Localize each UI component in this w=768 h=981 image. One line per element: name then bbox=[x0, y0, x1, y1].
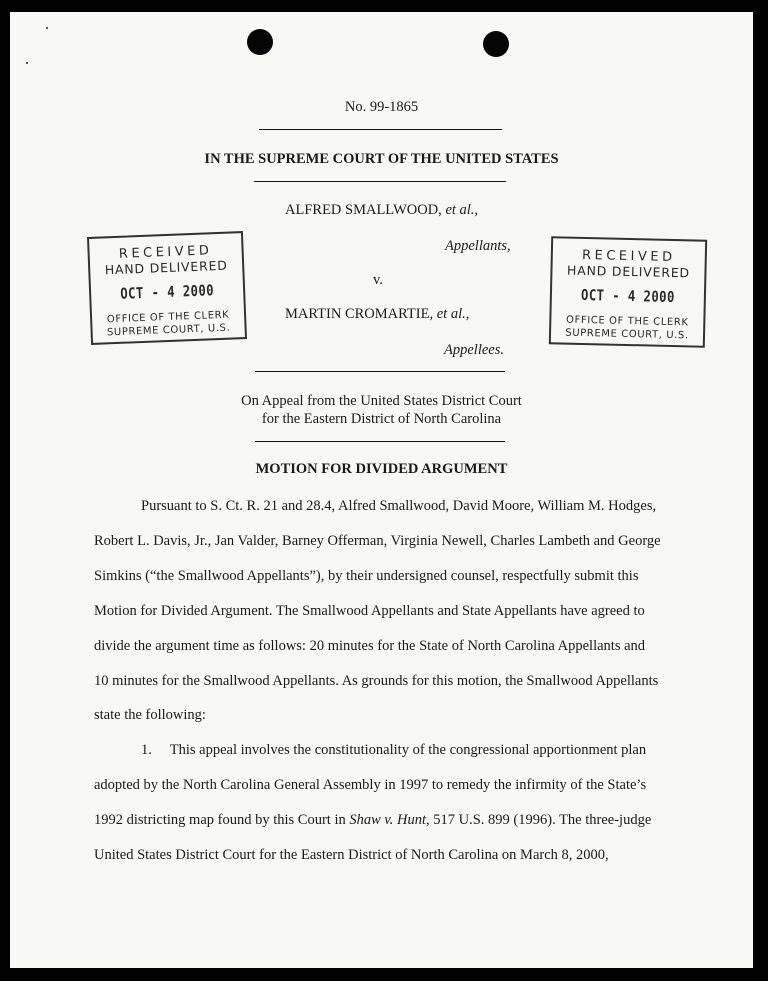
stamp-delivery-text: HAND DELIVERED bbox=[104, 257, 228, 278]
stamp-delivery-text: HAND DELIVERED bbox=[566, 262, 691, 281]
stamp-office: OFFICE OF THE CLERK bbox=[565, 314, 689, 329]
point-1-line: 1992 districting map found by this Court in Shaw v. Hunt, 517 U.S. 899 (1996). The three-judge bbox=[94, 812, 652, 828]
rule-top bbox=[259, 129, 502, 130]
point-1-line: adopted by the North Carolina General Assembly in 1997 to remedy the infirmity of the State’s bbox=[94, 777, 647, 793]
received-stamp-right bbox=[549, 236, 707, 348]
point-1-line: 1. This appeal involves the constitutionality of the congressional apportionment plan bbox=[141, 742, 647, 758]
versus: v. bbox=[373, 272, 383, 288]
motion-title: MOTION FOR DIVIDED ARGUMENT bbox=[255, 461, 508, 477]
appeal-from-line1: On Appeal from the United States District Court bbox=[241, 393, 522, 409]
scan-speck bbox=[46, 27, 48, 29]
body-line: 10 minutes for the Smallwood Appellants. As grounds for this motion, the Smallwood Appellants bbox=[94, 673, 659, 689]
stamp-court: SUPREME COURT, U.S. bbox=[565, 327, 689, 342]
stamp-received-text: RECEIVED bbox=[118, 243, 213, 262]
rule-court bbox=[254, 181, 506, 182]
stamp-date: OCT - 4 2000 bbox=[580, 285, 675, 307]
appellee-name: MARTIN CROMARTIE, et al., bbox=[285, 306, 470, 322]
punch-hole-left bbox=[247, 29, 273, 55]
appellants-label: Appellants, bbox=[445, 238, 511, 254]
appeal-from-line2: for the Eastern District of North Carolina bbox=[261, 411, 502, 427]
received-stamp-left bbox=[87, 231, 247, 345]
body-line: Simkins (“the Smallwood Appellants”), by their undersigned counsel, respectfully submit this bbox=[94, 568, 639, 584]
punch-hole-right bbox=[483, 31, 509, 57]
rule-parties bbox=[255, 371, 505, 372]
body-line: divide the argument time as follows: 20 minutes for the State of North Carolina Appellants and bbox=[94, 638, 646, 654]
stamp-court: SUPREME COURT, U.S. bbox=[106, 322, 231, 339]
case-citation: Shaw v. Hunt bbox=[349, 812, 427, 828]
rule-appeal bbox=[255, 441, 505, 442]
appellant-name: ALFRED SMALLWOOD, et al., bbox=[285, 202, 479, 218]
point-1-line: United States District Court for the Eastern District of North Carolina on March 8, 2000, bbox=[94, 847, 609, 863]
scan-speck bbox=[26, 62, 28, 64]
body-line: state the following: bbox=[94, 707, 206, 723]
stamp-received-text: RECEIVED bbox=[581, 247, 676, 266]
body-line: Pursuant to S. Ct. R. 21 and 28.4, Alfred Smallwood, David Moore, William M. Hodges, bbox=[141, 498, 657, 514]
court-title: IN THE SUPREME COURT OF THE UNITED STATES bbox=[204, 151, 559, 167]
stamp-office: OFFICE OF THE CLERK bbox=[106, 309, 230, 326]
document-page bbox=[10, 12, 753, 968]
case-number: No. 99-1865 bbox=[344, 99, 419, 115]
appellees-label: Appellees. bbox=[444, 342, 504, 358]
body-line: Robert L. Davis, Jr., Jan Valder, Barney Offerman, Virginia Newell, Charles Lambeth and George bbox=[94, 533, 661, 549]
stamp-date: OCT - 4 2000 bbox=[119, 281, 215, 303]
body-line: Motion for Divided Argument. The Smallwood Appellants and State Appellants have agreed to bbox=[94, 603, 645, 619]
